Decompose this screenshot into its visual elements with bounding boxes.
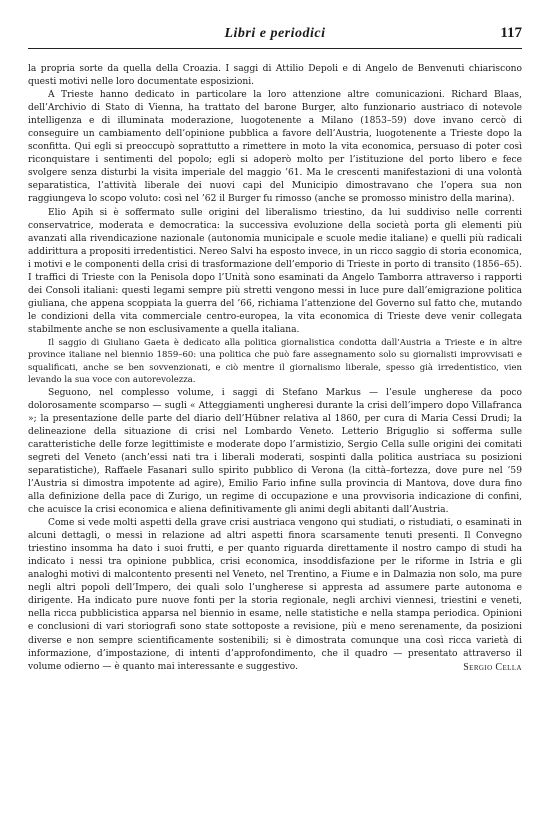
- running-title: Libri e periodici: [224, 26, 326, 41]
- paragraph-4: Il saggio di Giuliano Gaeta è dedicato alla politica giornalistica condotta dall’Austria a Trieste e in altre province italiane nel biennio 1859–60: una politica che può fare assegnamento solo su giornalisti improvvisati e squalificati, anche se ben sovvenzionati, e ciò mentre il giornalismo liberale, spesso già irredentistico, vien levando la sua voce con autorevolezza.: [28, 337, 522, 386]
- running-header: [28, 22, 522, 49]
- paragraph-5: Seguono, nel complesso volume, i saggi di Stefano Markus — l’esule ungherese da poco dolorosamente scomparso — sugli « Atteggiamenti ungheresi durante la crisi dell’impero dopo Villafranca »; la presentazione delle parte del diario dell’Hübner relativa al 1860, per cura di Maria Cessi Drudi; la delineazione della situazione di crisi nel Lombardo Veneto. Letterio Briguglio si sofferma sulle caratteristiche delle forze legittimiste e moderate dopo l’armistizio, Sergio Cella sulle origini dei comitati segreti del Veneto (anch’essi nati tra i liberali moderati, sospinti dalla politica austriaca su posizioni separatistiche), Raffaele Fasanari sullo spirito pubblico di Verona (la città–fortezza, dove pure nel ’59 l’Austria si dimostra impotente ad agire), Emilio Fario infine sulla provincia di Mantova, dove dura fino alla definizione della pace di Zurigo, un regime di occupazione e una provvisoria indicazione di confini, che acuisce la crisi economica e aliena definitivamente gli animi degli abitanti dall’Austria.: [28, 387, 522, 516]
- article-body: [28, 63, 522, 674]
- paragraph-6: Come si vede molti aspetti della grave crisi austriaca vengono qui studiati, o ristudiati, o esaminati in alcuni dettagli, o messi in relazione ad altri aspetti finora scarsamente tenuti presenti. Il Convegno triestino insomma ha dato i suoi frutti, e per quanto riguarda direttamente il nostro campo di studi ha indicato i nessi tra opinione pubblica, crisi economica, insoddisfazione per le riforme in Istria e gli analoghi motivi di malcontento presenti nel Veneto, nel Trentino, a Fiume e in Dalmazia non solo, ma pure negli altri popoli dell’Impero, dei quali solo l’ungherese si appresta ad assumere parte autonoma e dirigente. Ha indicato pure nuove fonti per la storia regionale, negli archivi viennesi, triestini e veneti, nella ricca pubblicistica apparsa nel biennio in esame, nelle statistiche e nella stampa periodica. Opinioni e conclusioni di vari storiografi sono state sottoposte a revisione, più e meno serenamente, da posizioni diverse e non sempre scientificamente sostenibili; si è dimostrata comunque una così ricca varietà di informazione, d’impostazione, di intenti d’approfondimento, che il quadro — presentato attraverso il volume odierno — è quanto mai interessante e suggestivo.: [28, 518, 522, 672]
- author-signature: Sergio Cella: [463, 661, 522, 673]
- paragraph-3: Elio Apih si è soffermato sulle origini del liberalismo triestino, da lui suddiviso nelle correnti conservatrice, moderata e democratica: la successiva evoluzione della società porta gli elementi più avanzati alla rivendicazione nazionale (autonomia municipale e scuole medie italiane) e quelli più radicali addirittura a propositi irredentistici. Nereo Salvi ha esposto invece, in un ricco saggio di storia economica, i motivi e le componenti della crisi di trasformazione dell’emporio di Trieste in porto di transito (1856–65). I traffici di Trieste con la Penisola dopo l’Unità sono esaminati da Angelo Tamborra attraverso i rapporti dei Consoli italiani: questi legami sempre più stretti vengono messi in luce pure dall’emigrazione politica giuliana, che appena scoppiata la guerra del ’66, richiama l’attenzione del Governo sul fatto che, mutando le condizioni della vita commerciale centro-europea, la vita economica di Trieste deve venir collegata stabilmente anche se non esclusivamente a quella italiana.: [28, 207, 522, 335]
- paragraph-1: la propria sorte da quella della Croazia. I saggi di Attilio Depoli e di Angelo de Benvenuti chiariscono questi motivi nelle loro documentate esposizioni.: [28, 64, 522, 88]
- page-number: 117: [500, 25, 522, 41]
- paragraph-2: A Trieste hanno dedicato in particolare la loro attenzione altre comunicazioni. Richard Blaas, dell’Archivio di Stato di Vienna, ha trattato del barone Burger, alto funzionario austriaco di notevole intelligenza e di illuminata moderazione, luogotenente a Milano (1853–59) dove invano cercò di conseguire un cambiamento dell’opinione pubblica a favore dell’Austria, luogotenente a Trieste dopo la sconfitta. Qui egli si preoccupò soprattutto a rimettere in moto la vita economica, persuaso di poter così riconquistare i sentimenti del popolo; egli si adoperò molto per l’istituzione del porto libero e fece svolgere senza disturbi la visita imperiale del maggio ’61. Ma le crescenti manifestazioni di una volontà separatistica, l’attività liberale dei nuovi capi del Municipio dimostravano che l’opera sua non raggiungeva lo scopo voluto: così nel ’62 il Burger fu rimosso (anche se promosso ministro della marina).: [28, 90, 522, 205]
